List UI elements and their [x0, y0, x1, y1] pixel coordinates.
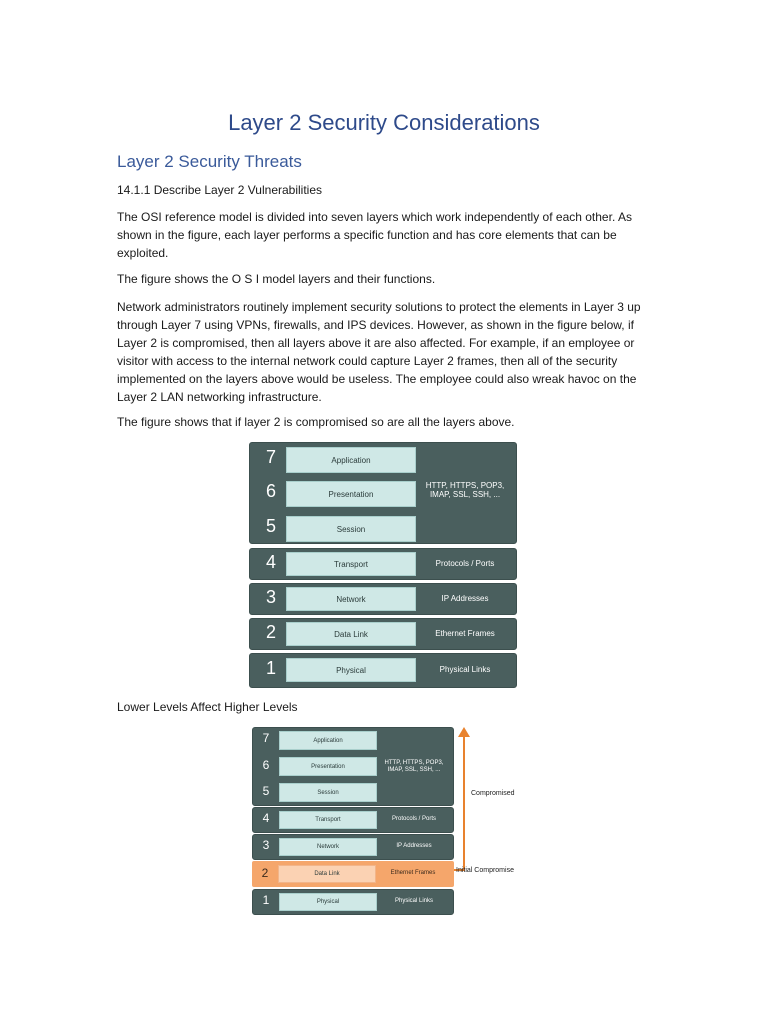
layer-box-application: Application [286, 447, 416, 473]
upper-elements-text: HTTP, HTTPS, POP3, IMAP, SSL, SSH, ... [425, 481, 505, 499]
compromise-arrow-shaft [463, 733, 465, 870]
upper-layers-panel [249, 442, 517, 544]
upper-elements-text: HTTP, HTTPS, POP3, IMAP, SSL, SSH, ... [384, 760, 444, 773]
layer-box-physical: Physical [286, 658, 416, 682]
subsection-heading: 14.1.1 Describe Layer 2 Vulnerabilities [117, 183, 323, 197]
layer-box-physical: Physical [279, 893, 377, 911]
layer-number: 3 [265, 587, 276, 607]
datalink-panel [249, 618, 517, 650]
layer-number: 3 [262, 838, 270, 852]
layer-number: 5 [265, 516, 276, 536]
network-panel [249, 583, 517, 615]
paragraph-3: Network administrators routinely implement security solutions to protect the elements in Layer 3 up through Layer 7 using VPNs, firewalls, and IPS devices. However, as shown in the figure below, if Layer 2 is compromised, then all layers above it are also affected. For example, if an employee or visitor with access to the internal network could capture Layer 2 frames, then all of the security implemented on the layers above would be useless. The employee could also wreak havoc on the Layer 2 LAN networking infrastructure. [117, 300, 641, 404]
arrow-up-icon [458, 727, 470, 737]
layer-box-datalink: Data Link [278, 865, 376, 883]
layer-box-session: Session [286, 516, 416, 542]
transport-panel [249, 548, 517, 580]
initial-compromise-label: Initial Compromise [456, 867, 514, 874]
compromise-figure [252, 727, 532, 915]
layer-number: 4 [265, 552, 276, 572]
compromised-label: Compromised [471, 790, 515, 797]
layer-number: 5 [262, 784, 270, 798]
physical-elements-text: Physical Links [394, 898, 433, 904]
page-title: Layer 2 Security Considerations [228, 110, 540, 135]
network-panel [252, 834, 454, 860]
layer-number: 7 [265, 447, 276, 467]
physical-panel [249, 653, 517, 688]
paragraph-1: The OSI reference model is divided into seven layers which work independently of each other. As shown in the figure, each layer performs a specific function and has core elements that can be exploited. [117, 210, 632, 260]
transport-panel [252, 807, 454, 833]
layer-box-network: Network [279, 838, 377, 856]
physical-panel [252, 889, 454, 915]
layer-number: 6 [262, 758, 270, 772]
layer-number: 1 [265, 658, 276, 678]
layer-box-presentation: Presentation [279, 757, 377, 776]
paragraph-2: The figure shows the O S I model layers and their functions. [117, 272, 436, 286]
section-heading: Layer 2 Security Threats [117, 152, 302, 171]
layer-number: 2 [265, 622, 276, 642]
datalink-elements-text: Ethernet Frames [435, 628, 495, 638]
layer-number: 2 [261, 866, 269, 880]
layer-number: 6 [265, 481, 276, 501]
network-elements-text: IP Addresses [441, 593, 489, 603]
datalink-elements-text: Ethernet Frames [390, 870, 436, 876]
layer-box-application: Application [279, 731, 377, 750]
paragraph-4: The figure shows that if layer 2 is compromised so are all the layers above. [117, 415, 515, 429]
layer-number: 7 [262, 731, 270, 745]
layer-box-network: Network [286, 587, 416, 611]
transport-elements-text: Protocols / Ports [391, 816, 436, 822]
layer-number: 1 [262, 893, 270, 907]
upper-layers-panel [252, 727, 454, 806]
network-elements-text: IP Addresses [396, 843, 432, 849]
layer-box-transport: Transport [286, 552, 416, 576]
osi-figure [249, 442, 517, 688]
transport-elements-text: Protocols / Ports [435, 558, 495, 568]
layer-number: 4 [262, 811, 270, 825]
layer-box-transport: Transport [279, 811, 377, 829]
physical-elements-text: Physical Links [439, 664, 491, 674]
datalink-highlight [252, 861, 454, 887]
layer-box-presentation: Presentation [286, 481, 416, 507]
layer-box-session: Session [279, 783, 377, 802]
layer-box-datalink: Data Link [286, 622, 416, 646]
figure-caption: Lower Levels Affect Higher Levels [117, 700, 298, 714]
